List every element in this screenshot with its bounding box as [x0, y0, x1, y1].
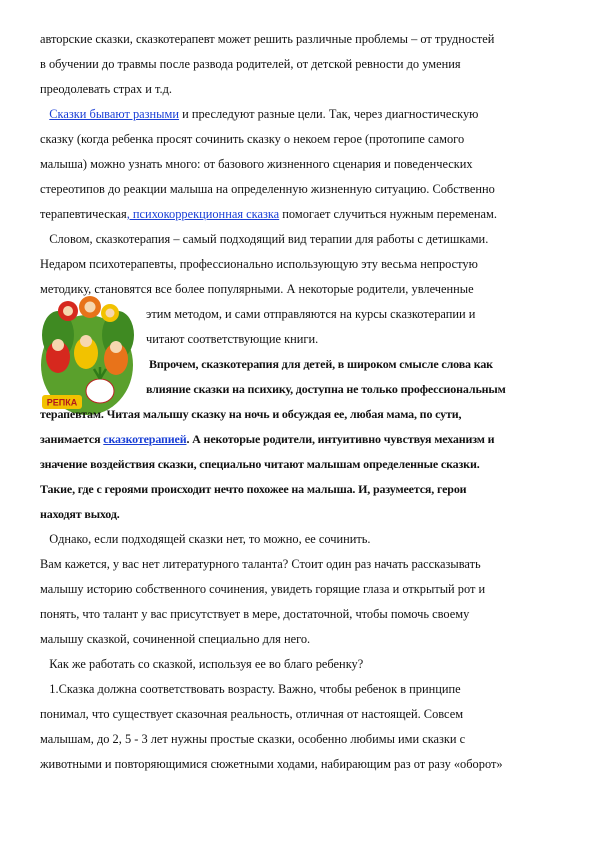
text-line: влияние сказки на психику, доступна не только профессиональным	[146, 382, 506, 396]
figure-face	[52, 339, 64, 351]
text-span: терапевтическая	[40, 207, 127, 221]
text-line: методику, становятся все более популярными. А некоторые родители, увлеченные	[40, 282, 474, 296]
text-line: малышу историю собственного сочинения, увидеть горящие глаза и открытый рот и	[40, 582, 486, 596]
text-line: читают соответствующие книги.	[146, 332, 319, 346]
text-line	[40, 532, 560, 546]
text-line: значение воздействия сказки, специально читают малышам определенные сказки.	[40, 457, 480, 471]
text-line: малышам, до 2, 5 - 3 лет нужны простые сказки, особенно любимы ими сказки с	[40, 732, 466, 746]
text-line: понять, что талант у вас присутствует в мере, достаточной, чтобы помочь своему	[40, 607, 470, 621]
text-span: и преследуют разные цели. Так, через диагностическую	[182, 107, 479, 121]
text-line: в обучении до травмы после развода родителей, от детской ревности до умения	[40, 57, 461, 71]
text-line: малыша) можно узнать много: от базового жизненного сценария и поведенческих	[40, 157, 473, 171]
text-line: терапевтам. Читая малышу сказку на ночь и обсуждая ее, любая мама, по сути,	[40, 407, 462, 421]
text-line	[40, 232, 560, 246]
text-line: стереотипов до реакции малыша на определенную жизненную ситуацию. Собственно	[40, 182, 495, 196]
text-line: сказку (когда ребенка просят сочинить сказку о некоем герое (протопипе самого	[40, 132, 465, 146]
text-line: Вам кажется, у вас нет литературного таланта? Стоит один раз начать рассказывать	[40, 557, 481, 571]
figure-face	[80, 335, 92, 347]
text-line: этим методом, и сами отправляются на курсы сказкотерапии и	[146, 307, 476, 321]
paragraph-line	[40, 432, 560, 446]
text-line: Недаром психотерапевты, профессионально использующую эту весьма непростую	[40, 257, 478, 271]
text-line: Впрочем, сказкотерапия для детей, в широком смысле слова как	[149, 357, 493, 371]
text-line: преодолевать страх и т.д.	[40, 82, 172, 96]
text-line: малышу сказкой, сочиненной специально для него.	[40, 632, 311, 646]
paragraph-line	[40, 107, 560, 121]
text-span: помогает случиться нужным переменам.	[282, 207, 497, 221]
text-span: Словом, сказкотерапия – самый подходящий вид терапии для работы с детишками.	[49, 232, 489, 246]
turnip	[86, 379, 114, 403]
figure-face	[110, 341, 122, 353]
text-span: Однако, если подходящей сказки нет, то можно, ее сочинить.	[49, 532, 371, 546]
text-line: животными и повторяющимися сюжетными ходами, набирающим раз от разу «оборот»	[40, 757, 503, 771]
illustration-caption: РЕПКА	[46, 397, 78, 408]
figure-face	[85, 302, 96, 313]
link-fairy-tales-differ[interactable]: Сказки бывают разными	[49, 107, 179, 121]
paragraph-line	[40, 207, 560, 221]
text-span: занимается	[40, 432, 101, 446]
text-span: . А некоторые родители, интуитивно чувствуя механизм и	[186, 432, 495, 446]
link-fairytale-therapy[interactable]: сказкотерапией	[103, 432, 187, 446]
text-line	[40, 682, 560, 696]
text-line: авторские сказки, сказкотерапевт может решить различные проблемы – от трудностей	[40, 32, 495, 46]
text-line: понимал, что существует сказочная реальность, отличная от настоящей. Совсем	[40, 707, 464, 721]
figure-face	[63, 306, 73, 316]
turnip-illustration	[38, 295, 136, 417]
figure-face	[106, 309, 115, 318]
text-line: находят выход.	[40, 507, 120, 521]
link-psychocorrection[interactable]: , психокоррекционная сказка	[126, 207, 280, 221]
text-line: Такие, где с героями происходит нечто похожее на малыша. И, разумеется, герои	[40, 482, 467, 496]
text-span: Как же работать со сказкой, используя ее во благо ребенку?	[49, 657, 364, 671]
text-span: 1.Сказка должна соответствовать возрасту. Важно, чтобы ребенок в принципе	[49, 682, 461, 696]
text-line	[40, 657, 560, 671]
